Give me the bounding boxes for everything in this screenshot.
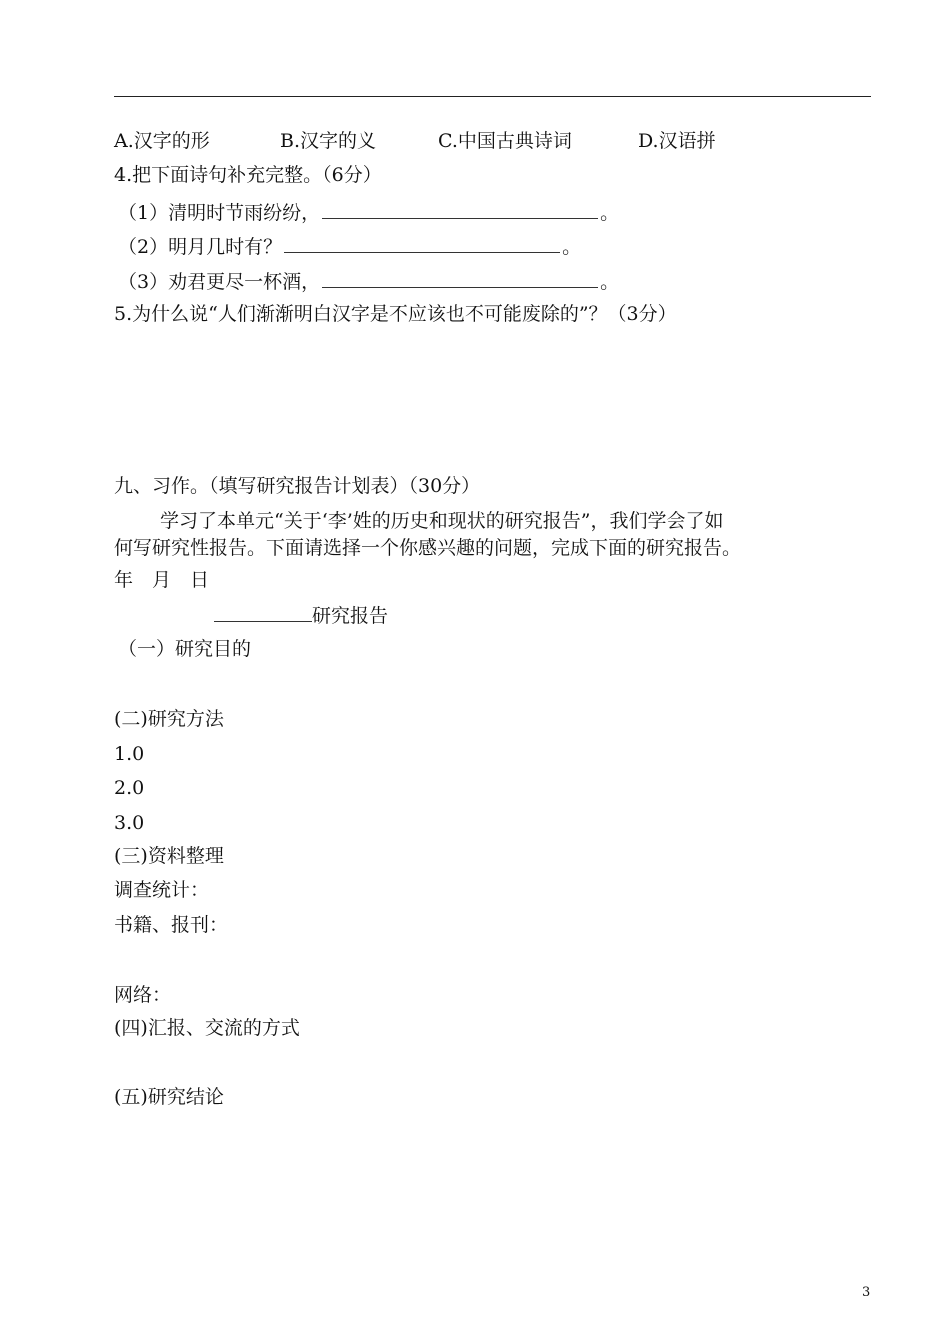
question-5-title: 5.为什么说“人们渐渐明白汉字是不应该也不可能废除的”？（3分） <box>114 303 677 325</box>
method-item-1: 1.0 <box>114 743 145 765</box>
header-rule <box>114 96 871 97</box>
poem-blank-3[interactable] <box>322 269 598 288</box>
page-number: 3 <box>862 1285 871 1300</box>
poem-line-3-suffix: 。 <box>600 271 620 293</box>
option-c: C.中国古典诗词 <box>438 130 572 152</box>
poem-line-1-suffix: 。 <box>600 202 620 224</box>
poem-blank-2[interactable] <box>284 234 560 253</box>
poem-line-2-suffix: 。 <box>562 236 582 258</box>
part-3-heading: (三)资料整理 <box>114 845 224 867</box>
poem-line-1-prefix: （1）清明时节雨纷纷， <box>118 202 321 224</box>
poem-line-2-prefix: （2）明月几时有？ <box>118 236 283 258</box>
part-4-heading: (四)汇报、交流的方式 <box>114 1017 300 1039</box>
option-d: D.汉语拼 <box>638 130 716 152</box>
section-9-intro-line-1: 学习了本单元“关于‘李’姓的历史和现状的研究报告”，我们学会了如 <box>160 510 724 532</box>
option-b: B.汉字的义 <box>280 130 377 152</box>
method-item-3: 3.0 <box>114 812 145 834</box>
poem-line-1 <box>118 200 619 225</box>
poem-blank-1[interactable] <box>322 200 598 219</box>
part-1-heading: （一）研究目的 <box>118 638 252 660</box>
network-label: 网络： <box>114 984 172 1006</box>
report-title-blank[interactable] <box>214 603 312 622</box>
option-a: A.汉字的形 <box>114 130 210 152</box>
section-9-title: 九、习作。（填写研究报告计划表）（30分） <box>114 475 481 497</box>
section-9-intro-line-2: 何写研究性报告。下面请选择一个你感兴趣的问题，完成下面的研究报告。 <box>114 537 742 559</box>
poem-line-3-prefix: （3）劝君更尽一杯酒， <box>118 271 321 293</box>
poem-line-3 <box>118 269 619 294</box>
part-5-heading: (五)研究结论 <box>114 1086 224 1108</box>
report-title-suffix: 研究报告 <box>312 605 389 627</box>
part-2-heading: (二)研究方法 <box>114 708 224 730</box>
method-item-2: 2.0 <box>114 777 145 799</box>
books-label: 书籍、报刊： <box>114 914 229 936</box>
report-date: 年 月 日 <box>114 569 210 591</box>
poem-line-2 <box>118 234 581 259</box>
report-title <box>214 603 388 628</box>
survey-label: 调查统计： <box>114 879 210 901</box>
question-4-title: 4.把下面诗句补充完整。（6分） <box>114 164 382 186</box>
